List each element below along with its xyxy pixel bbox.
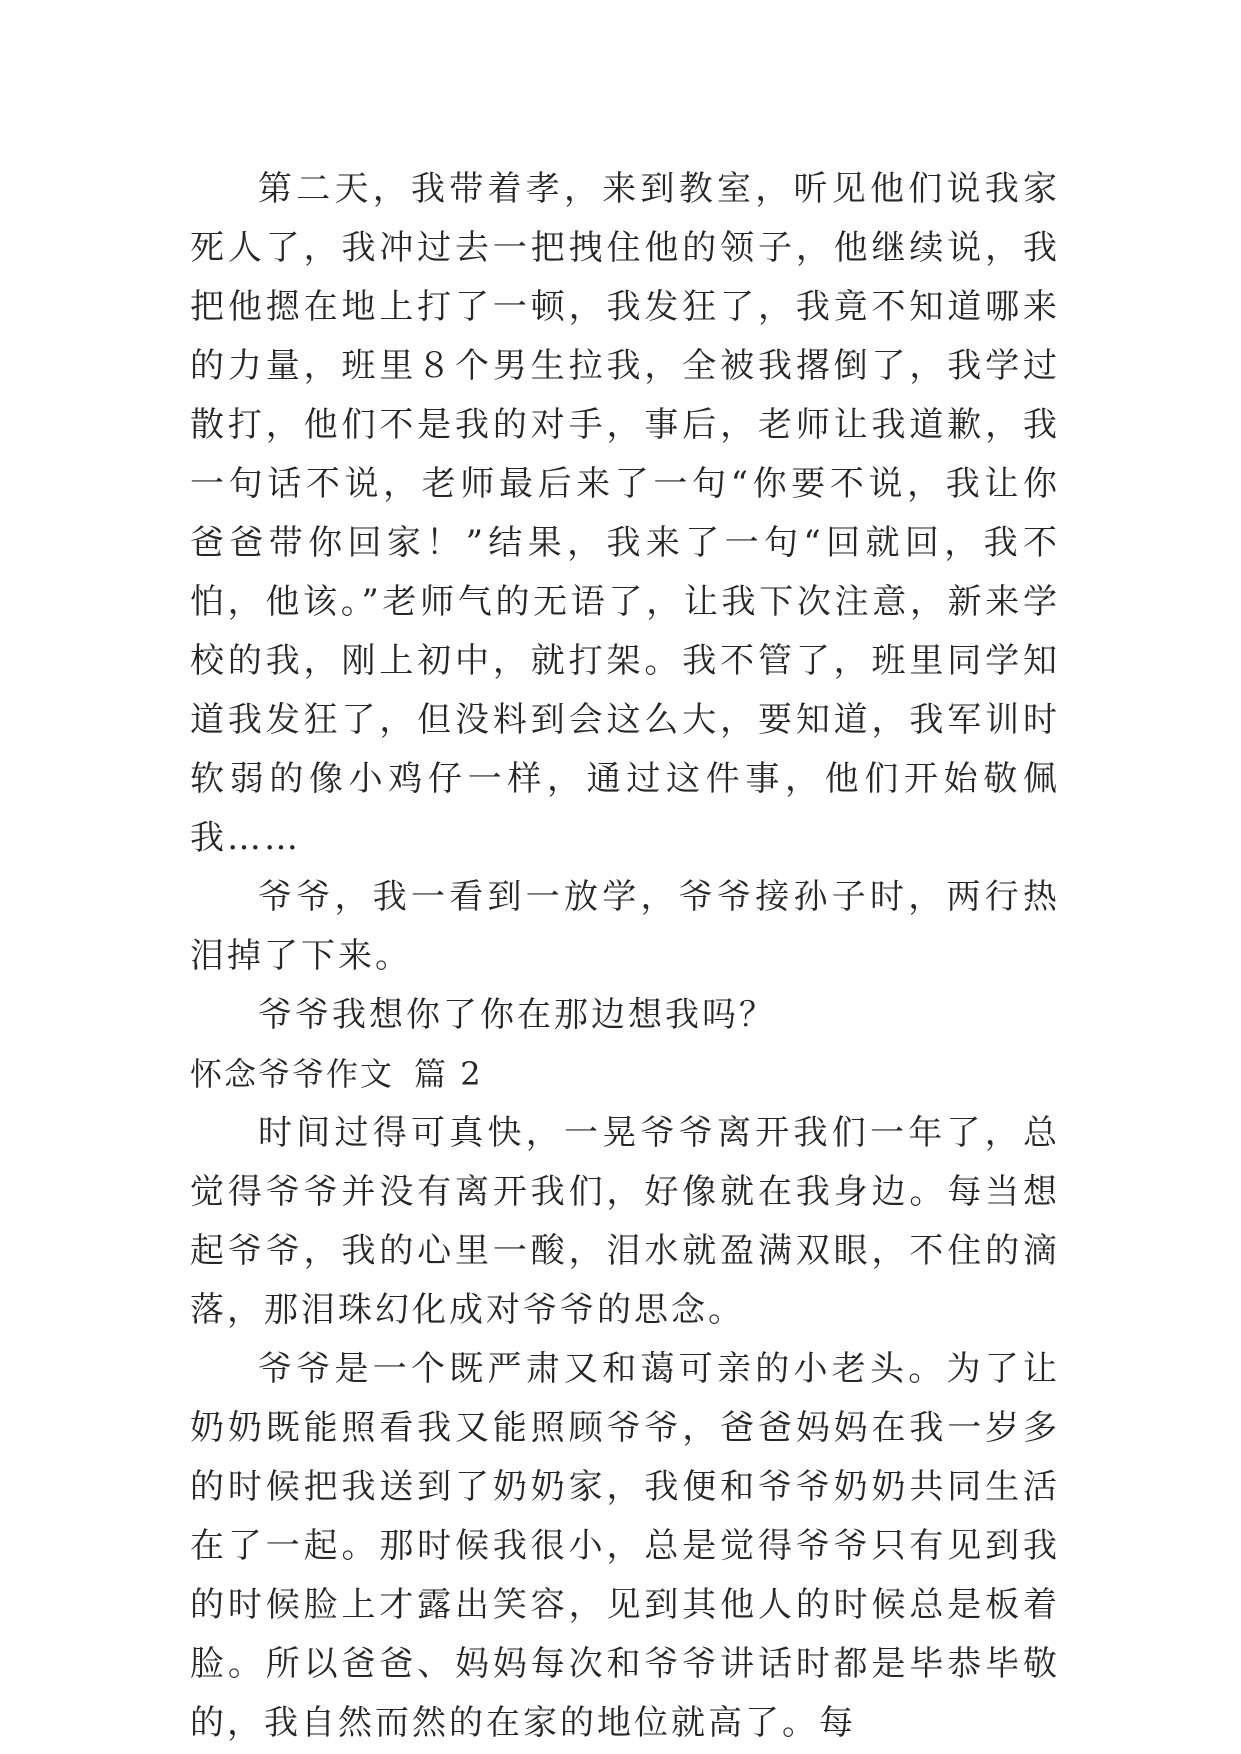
section-heading bbox=[190, 1045, 1060, 1104]
paragraph-miss-you: 爷爷我想你了你在那边想我吗？ bbox=[258, 995, 776, 1035]
paragraph-time-flies: 时间过得可真快，一晃爷爷离开我们一年了，总觉得爷爷并没有离开我们，好像就在我身边。每当想起爷爷，我的心里一酸，泪水就盈满双眼，不住的滴落，那泪珠幻化成对爷爷的思念。 bbox=[190, 1113, 1060, 1330]
paragraph-grandpa-tears: 爷爷，我一看到一放学，爷爷接孙子时，两行热泪掉了下来。 bbox=[190, 877, 1060, 976]
document-body bbox=[190, 160, 1060, 1753]
section-number: 篇 2 bbox=[414, 1055, 483, 1093]
paragraph-fight-story: 第二天，我带着孝，来到教室，听见他们说我家死人了，我冲过去一把拽住他的领子，他继续说，我把他摁在地上打了一顿，我发狂了，我竟不知道哪来的力量，班里８个男生拉我，全被我撂倒了，我学过散打，他们不是我的对手，事后，老师让我道歉，我一句话不说，老师最后来了一句“你要不说，我让你爸爸带你回家！”结果，我来了一句“回就回，我不怕，他该。”老师气的无语了，让我下次注意，新来学校的我，刚上初中，就打架。我不管了，班里同学知道我发狂了，但没料到会这么大，要知道，我军训时软弱的像小鸡仔一样，通过这件事，他们开始敬佩我…… bbox=[190, 169, 1060, 858]
section-title: 怀念爷爷作文 bbox=[190, 1055, 395, 1093]
paragraph-grandpa-character: 爷爷是一个既严肃又和蔼可亲的小老头。为了让奶奶既能照看我又能照顾爷爷，爸爸妈妈在我一岁多的时候把我送到了奶奶家，我便和爷爷奶奶共同生活在了一起。那时候我很小，总是觉得爷爷只有见到我的时候脸上才露出笑容，见到其他人的时候总是板着脸。所以爸爸、妈妈每次和爷爷讲话时都是毕恭毕敬的，我自然而然的在家的地位就高了。每 bbox=[190, 1349, 1060, 1743]
